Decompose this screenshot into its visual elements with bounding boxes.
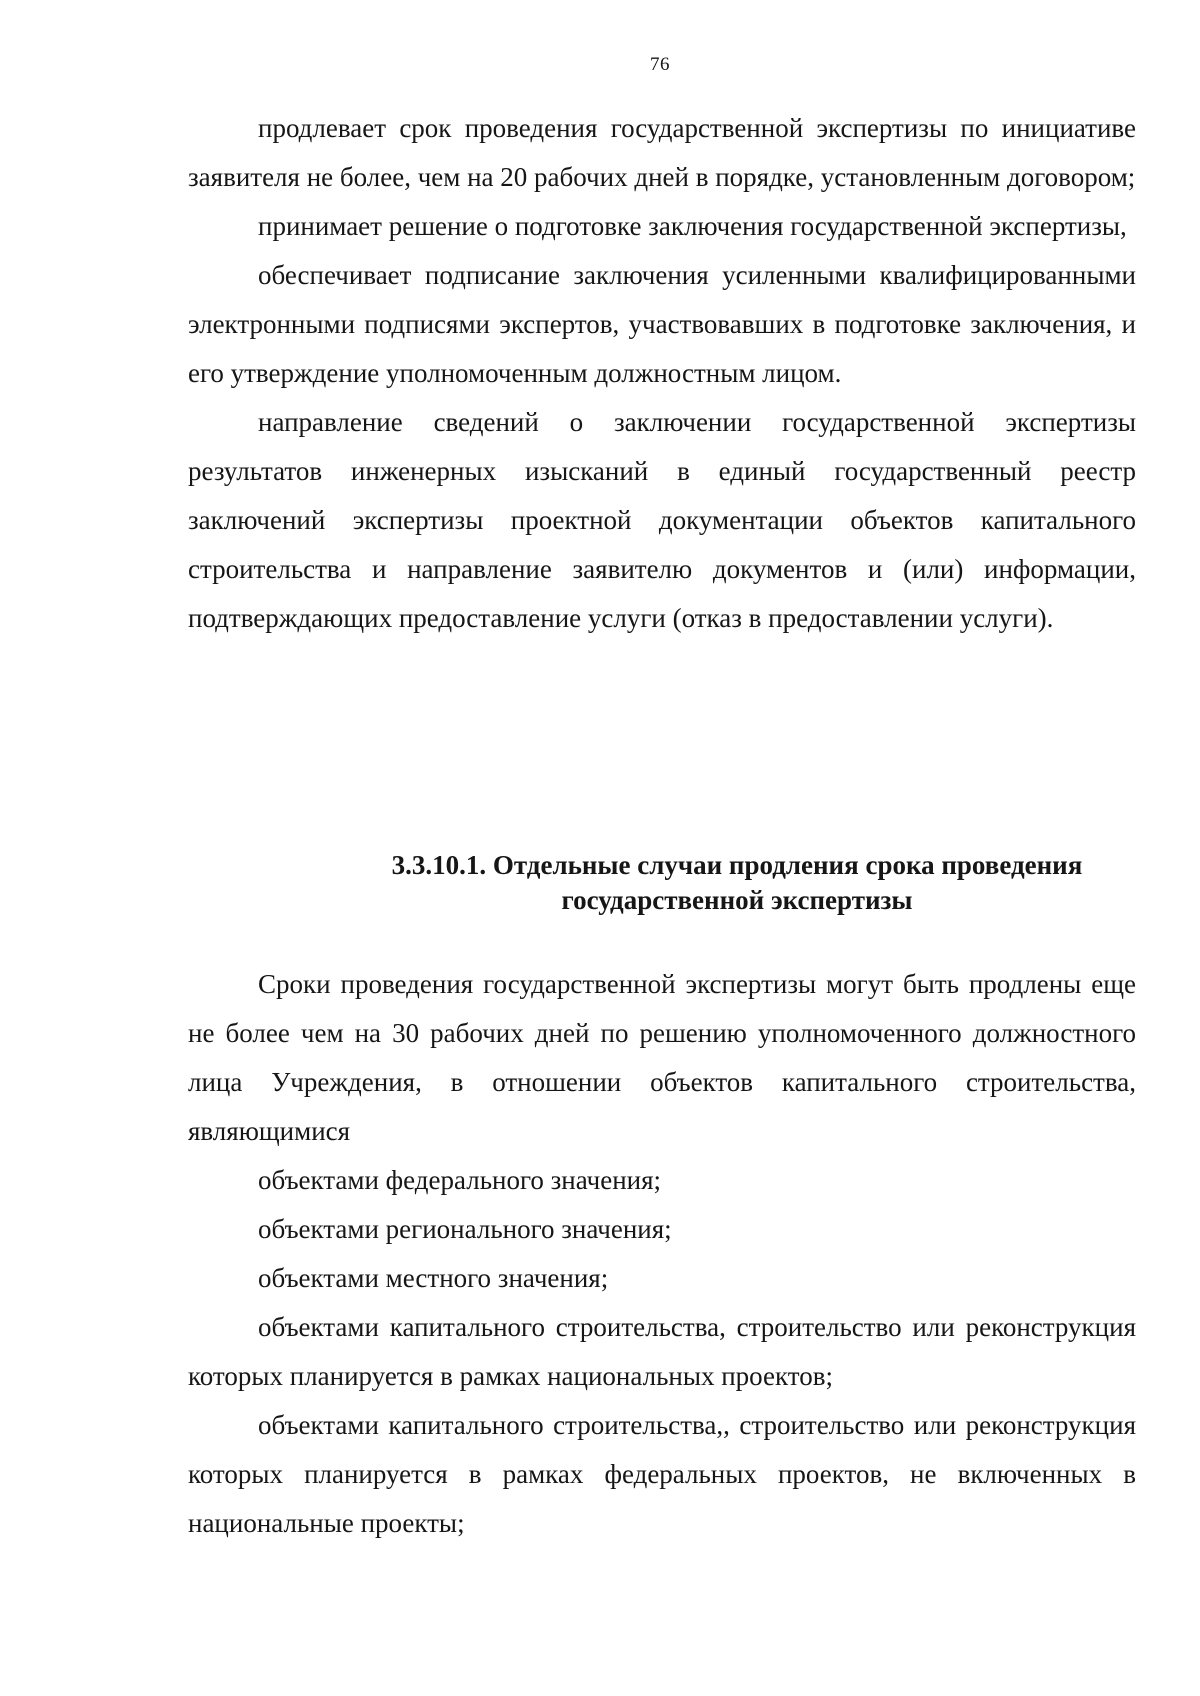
paragraph: обеспечивает подписание заключения усиленными квалифицированными электронными подписями экспертов, участвовавших в подготовке заключения, и его утверждение уполномоченным должностным лицом. [188, 260, 1136, 388]
list-item: объектами капитального строительства, строительство или реконструкция которых планируется в рамках национальных проектов; [188, 1312, 1136, 1391]
top-paragraphs [188, 104, 1136, 643]
list-item: объектами федерального значения; [258, 1165, 662, 1195]
section-heading [188, 848, 1136, 918]
section-body [188, 960, 1136, 1548]
section-heading-line: 3.3.10.1. Отдельные случаи продления срока проведения [391, 850, 1083, 880]
list-item: объектами капитального строительства,, строительство или реконструкция которых планируется в рамках федеральных проектов, не включенных в национальные проекты; [188, 1410, 1136, 1538]
section-intro-paragraph: Сроки проведения государственной экспертизы могут быть продлены еще не более чем на 30 рабочих дней по решению уполномоченного должностного лица Учреждения, в отношении объектов капитального строительства, являющимися [188, 969, 1136, 1146]
paragraph: принимает решение о подготовке заключения государственной экспертизы, [258, 211, 1127, 241]
paragraph: продлевает срок проведения государственной экспертизы по инициативе заявителя не более, чем на 20 рабочих дней в порядке, установленным договором; [188, 113, 1136, 192]
page-number: 76 [650, 54, 670, 75]
paragraph: направление сведений о заключении государственной экспертизы результатов инженерных изысканий в единый государственный реестр заключений экспертизы проектной документации объектов капитального строительства и направление заявителю документов и (или) информации, подтверждающих предоставление услуги (отказ в предоставлении услуги). [188, 407, 1136, 633]
list-item: объектами местного значения; [258, 1263, 609, 1293]
list-item: объектами регионального значения; [258, 1214, 672, 1244]
section-heading-line: государственной экспертизы [561, 885, 913, 915]
